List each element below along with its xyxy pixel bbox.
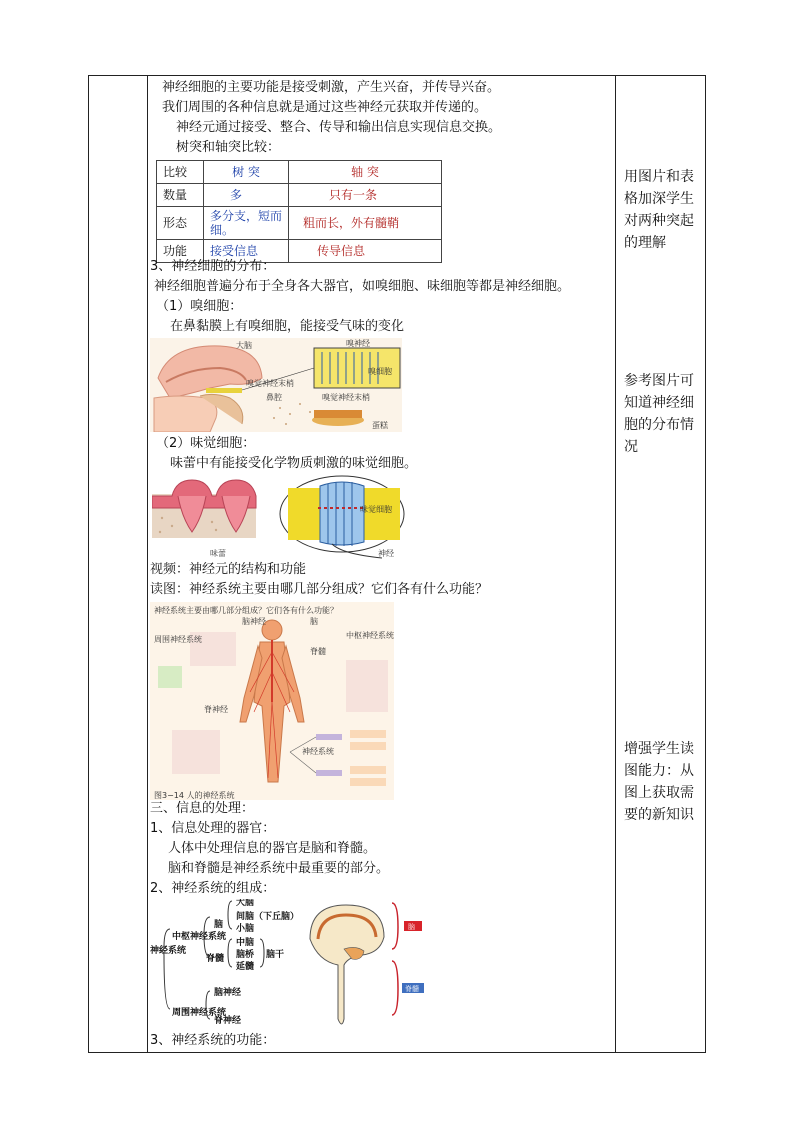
table-cell: 多 (204, 184, 289, 207)
table-cell: 形态 (157, 207, 204, 240)
fig-label: 大脑 (236, 341, 252, 350)
text-line: 神经细胞普遍分布于全身各大器官，如嗅细胞、味细胞等都是神经细胞。 (154, 279, 571, 294)
table-cell: 多分支，短而细。 (204, 207, 289, 240)
fig-label: 脑神经 (242, 617, 266, 626)
table-cell: 只有一条 (289, 184, 442, 207)
fig-label: 神经 (378, 549, 394, 558)
sub-heading: 3、神经系统的功能： (150, 1033, 276, 1048)
tree-cord: 脊髓 (206, 954, 225, 964)
tree-part: 延髓 (236, 962, 255, 972)
text-line: 味蕾中有能接受化学物质刺激的味觉细胞。 (170, 456, 418, 471)
tree-part: 大脑 (236, 899, 255, 908)
fig-label: 嗅神经 (346, 339, 370, 348)
tree-part: 脑桥 (236, 950, 255, 960)
text-line: 读图：神经系统主要由哪几部分组成？它们各有什么功能？ (150, 582, 489, 597)
fig-label: 周围神经系统 (154, 635, 202, 644)
fig-label: 中枢神经系统 (346, 631, 394, 640)
sub-heading: （2）味觉细胞： (156, 436, 256, 451)
taste-figure (152, 474, 408, 560)
text-line: 视频：神经元的结构和功能 (150, 562, 307, 577)
fig-label: 蛋糕 (372, 421, 388, 430)
fig-label: 味蕾 (210, 549, 226, 558)
tree-brain: 脑 (214, 920, 224, 930)
table-header-row (157, 161, 442, 184)
comparison-table (156, 160, 442, 263)
tree-brainstem: 脑干 (266, 950, 285, 960)
main-content (148, 76, 614, 1052)
smell-figure (150, 338, 402, 432)
section-heading: 3、神经细胞的分布： (150, 259, 276, 274)
fig-label: 嗅觉神经末梢 (246, 379, 294, 388)
table-cell: 数量 (157, 184, 204, 207)
table-row (157, 184, 442, 207)
cord-tag: 脊髓 (405, 985, 419, 993)
table-cell: 树 突 (204, 161, 289, 184)
tree-central: 中枢神经系统 (172, 932, 227, 942)
tree-part: 间脑（下丘脑） (236, 912, 300, 922)
teaching-note: 用图片和表格加深学生对两种突起的理解 (624, 169, 694, 251)
fig-label: 嗅细胞 (368, 367, 392, 376)
text-line: 在鼻黏膜上有嗅细胞，能接受气味的变化 (170, 319, 405, 334)
tree-part: 中脑 (236, 938, 255, 948)
fig-label: 脑 (310, 617, 318, 626)
section-heading: 三、信息的处理： (150, 801, 255, 816)
fig-label: 味觉细胞 (360, 505, 392, 514)
table-cell: 比较 (157, 161, 204, 184)
fig-title: 神经系统主要由哪几部分组成？它们各有什么功能？ (154, 606, 338, 615)
tree-peripheral-part: 脊神经 (214, 1016, 242, 1026)
tree-peripheral: 周围神经系统 (172, 1008, 227, 1018)
fig-label: 脊神经 (204, 705, 228, 714)
lesson-table (88, 75, 706, 1053)
tree-root: 神经系统 (150, 946, 187, 956)
text-line: 树突和轴突比较： (176, 140, 281, 155)
text-line: 人体中处理信息的器官是脑和脊髓。 (168, 841, 377, 856)
sub-heading: 1、信息处理的器官： (150, 821, 276, 836)
text-line: 神经元通过接受、整合、传导和输出信息实现信息交换。 (176, 120, 502, 135)
text-line: 脑和脊髓是神经系统中最重要的部分。 (168, 861, 390, 876)
table-cell: 接受信息 (204, 240, 289, 263)
fig-caption: 图3−14 人的神经系统 (154, 791, 235, 800)
fig-label: 鼻腔 (266, 393, 282, 402)
brain-tag: 脑 (408, 923, 415, 931)
nervous-tree-figure (148, 899, 438, 1033)
table-cell: 轴 突 (289, 161, 442, 184)
fig-label: 脊髓 (310, 647, 326, 656)
tree-part: 小脑 (236, 924, 255, 934)
tree-peripheral-part: 脑神经 (214, 988, 242, 998)
text-line: 神经细胞的主要功能是接受刺激，产生兴奋，并传导兴奋。 (162, 80, 501, 95)
fig-label: 嗅觉神经末梢 (322, 393, 370, 402)
teaching-note: 参考图片可知道神经细胞的分布情况 (624, 373, 694, 455)
column-divider-right (615, 76, 616, 1052)
text-line: 我们周围的各种信息就是通过这些神经元获取并传递的。 (162, 100, 488, 115)
nervous-system-figure (150, 602, 394, 800)
sub-heading: 2、神经系统的组成： (150, 881, 276, 896)
fig-label: 神经系统 (302, 747, 334, 756)
table-cell: 功能 (157, 240, 204, 263)
table-cell: 粗而长，外有髓鞘 (289, 207, 442, 240)
table-cell: 传导信息 (289, 240, 442, 263)
sub-heading: （1）嗅细胞： (156, 299, 243, 314)
table-row (157, 207, 442, 240)
teaching-note: 增强学生读图能力：从图上获取需要的新知识 (624, 741, 694, 823)
